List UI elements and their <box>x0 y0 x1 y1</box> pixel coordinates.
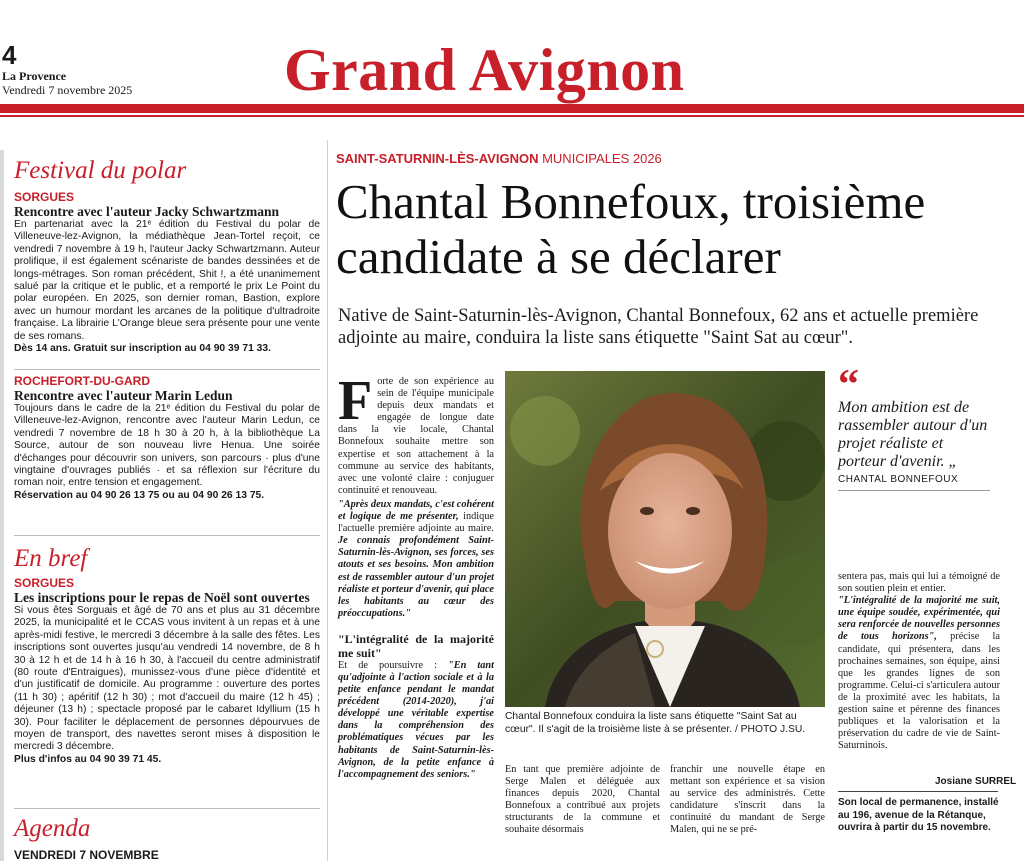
festival-rubric: Festival du polar <box>14 157 187 184</box>
article-place: SAINT-SATURNIN-LÈS-AVIGNON <box>336 151 539 166</box>
masthead-rule <box>0 104 1024 113</box>
paragraph: Et de poursuivre : <box>338 659 449 671</box>
agenda-first-line: VENDREDI 7 NOVEMBRE <box>14 848 159 862</box>
brief-place: SORGUES <box>14 190 75 204</box>
brief-title: Rencontre avec l'auteur Marin Ledun <box>14 388 233 403</box>
brief-place: SORGUES <box>14 576 75 590</box>
article-tag: MUNICIPALES 2026 <box>542 151 662 166</box>
brief-body: Toujours dans le cadre de la 21ᵉ édition du Festival du polar de Villeneuve-lez-Avignon, rencontre avec l'auteur Marin Ledun, ce vendredi 7 novembre de 18 h 30 à 20 h, à la bibliothèque La Source, autour de son nouveau livre Henua. Une soirée d'échanges pour découvrir son univers, son parcours · plus d'une vingtaine d'ouvrages publiés · et sa réflexion sur l'écriture du roman noir, entre tension et engagement. <box>14 403 320 489</box>
pull-quote: Mon ambition est de rassembler autour d'un projet réaliste et porteur d'avenir. „ <box>838 399 988 470</box>
brief-info: Dès 14 ans. Gratuit sur inscription au 04 90 39 71 33. <box>14 343 271 355</box>
info-note: Son local de permanence, installé au 196, avenue de la Rétanque, ouvrira à partir du 15 novembre. <box>838 797 999 833</box>
section-title: Grand Avignon <box>284 37 685 103</box>
article-signature: Josiane SURREL <box>935 776 1017 787</box>
brief-body: En partenariat avec la 21ᵉ édition du Festival du polar de Villeneuve-lez-Avignon, la médiathèque Jean-Tortel reçoit, ce vendredi 7 novembre à 19 h, l'auteur Jacky Schwartzmann. Auteur prolifique, il est également scénariste de bandes dessinées et de longs-métrages. Son roman précédent, Shit !, a été unanimement salué par la critique et le public, et a remporté le prix Le Point du polar européen. En 2025, son dernier roman, Bastion, explore avec un humour mordant les arcanes de la politique d'ultradroite française. La librairie L'Orange bleue sera présente pour une vente de ses romans. <box>14 219 320 342</box>
masthead-rule-thin <box>0 115 1024 117</box>
brief-info: Réservation au 04 90 26 13 75 ou au 04 90 26 13 75. <box>14 489 265 501</box>
paragraph: précise la candidate, qui présentera, dans les prochaines semaines, son équipe, ainsi que les grandes lignes de son programme. Celui-ci s'articulera autour de la proximité avec les habitats, la gestion saine et pérenne des finances publiques et la valorisation et la préservation du cadre de vie de Saint-Saturninois. <box>838 631 1000 752</box>
portrait-illustration <box>505 371 825 707</box>
brief-title: Les inscriptions pour le repas de Noël sont ouvertes <box>14 590 310 605</box>
article-kicker <box>336 151 662 166</box>
enbref-rubric: En bref <box>14 545 88 572</box>
paragraph: orte de son expérience au sein de l'équipe municipale depuis deux mandats et engagée de longue date dans la vie locale, Chantal Bonnefoux souhaite mettre son expertise et son attachement à la commune au service des habitants, avec une volonté claire : conjuguer continuité et renouveau. <box>338 376 494 496</box>
portrait-photo <box>505 371 825 707</box>
article-lede: Native de Saint-Saturnin-lès-Avignon, Chantal Bonnefoux, 62 ans et actuelle première adjointe au maire, conduira la liste sans étiquette "Saint Sat au cœur". <box>338 306 979 348</box>
article-headline: Chantal Bonnefoux, troisième candidate à se déclarer <box>336 174 926 284</box>
agenda-rubric: Agenda <box>14 815 91 842</box>
festival-section <box>14 157 320 355</box>
enbref-section <box>14 545 320 766</box>
article-column-4 <box>838 571 1000 752</box>
paragraph-group <box>338 499 494 620</box>
pull-quote-author: CHANTAL BONNEFOUX <box>838 474 959 485</box>
page-number: 4 <box>2 40 17 70</box>
article-subhead: "L'intégralité de la majorité me suit" <box>338 631 494 660</box>
quote-text: Je connais profondément Saint-Saturnin-lès-Avignon, ses forces, ses atouts et ses besoins. Mon ambition est de rassembler autour d'un projet réaliste et porteur d'avenir, qui place les habitants au cœur des préoccupations." <box>338 535 494 619</box>
section-separator <box>14 535 320 536</box>
agenda-section <box>14 815 320 862</box>
issue-date: Vendredi 7 novembre 2025 <box>2 83 133 97</box>
brief-title: Rencontre avec l'auteur Jacky Schwartzmann <box>14 204 279 219</box>
section-separator <box>14 808 320 809</box>
photo-caption: Chantal Bonnefoux conduira la liste sans étiquette "Saint Sat au cœur". Il s'agit de la troisième liste à se présenter. / PHOTO J.SU. <box>505 711 806 735</box>
quote-mark: “ <box>838 362 859 408</box>
article-column-1 <box>338 370 494 781</box>
brief-place: ROCHEFORT-DU-GARD <box>14 374 150 388</box>
quote-text: "L'intégralité de la majorité me suit, une équipe soudée, expérimentée, qui sera renforcée de nouvelles personnes de tous horizons", <box>838 595 1000 643</box>
drop-cap: F <box>338 370 373 432</box>
paragraph: En tant que première adjointe de Serge Malen et déléguée aux finances depuis 2020, Chantal Bonnefoux a contribué aux projets structurants de la commune et souhaite désormais <box>505 764 660 836</box>
paragraph: sentera pas, mais qui lui a témoigné de son soutien plein et entier. <box>838 571 1000 595</box>
brief-separator <box>14 369 320 370</box>
article-column-3 <box>670 764 825 837</box>
paragraph: indique l'actuelle première adjointe au maire. <box>338 511 494 535</box>
paragraph: franchir une nouvelle étape en mettant son expérience et sa vision au service des administrés. Cette candidature s'inscrit dans la continuité du mandant de Serge Malen, qui ne se pré- <box>670 764 825 836</box>
article-column-2 <box>505 764 660 837</box>
column-divider <box>327 140 328 861</box>
brief-info: Plus d'infos au 04 90 39 71 45. <box>14 753 162 765</box>
signature-rule <box>838 791 998 792</box>
left-column-rule <box>0 150 4 861</box>
pull-quote-rule <box>838 490 990 491</box>
newspaper-name: La Provence <box>2 69 67 83</box>
brief-body: Si vous êtes Sorguais et âgé de 70 ans et plus au 31 décembre 2025, la municipalité et le CCAS vous invitent à un repas et à une après-midi festive, le mercredi 3 décembre à la salle des fêtes. Les inscriptions sont ouvertes jusqu'au vendredi 14 novembre, de 8 h 30 à 12 h et de 14 h à 16 h 30, à l'accueil du centre administratif (80 route d'Entraigues), munissez-vous d'une pièce d'identité et d'un justificatif de domicile. Au programme : ouverture des portes (11 h 30) ; apéritif (12 h 30) ; mot d'accueil du maire (12 h 45) ; déjeuner (13 h) ; spectacle proposé par le cabaret Idyllium (15 h 30). Pour faciliter le déplacement de personnes dépourvues de moyen de transport, des navettes seront mises à disposition le mercredi 3 décembre. <box>14 605 320 753</box>
quote-text: "En tant qu'adjointe à l'action sociale et à la petite enfance pendant le mandat précédent (2014-2020), j'ai développé une véritable expertise dans la compréhension des problématiques vécues par les habitants de Saint-Saturnin-lès-Avignon, de la petite enfance à l'accompagnement des seniors." <box>338 659 494 780</box>
paragraph-group <box>838 595 1000 752</box>
paragraph-group <box>338 660 494 781</box>
quote-text: "Après deux mandats, c'est cohérent et logique de me présenter, <box>338 498 494 523</box>
rochefort-brief <box>14 375 320 502</box>
